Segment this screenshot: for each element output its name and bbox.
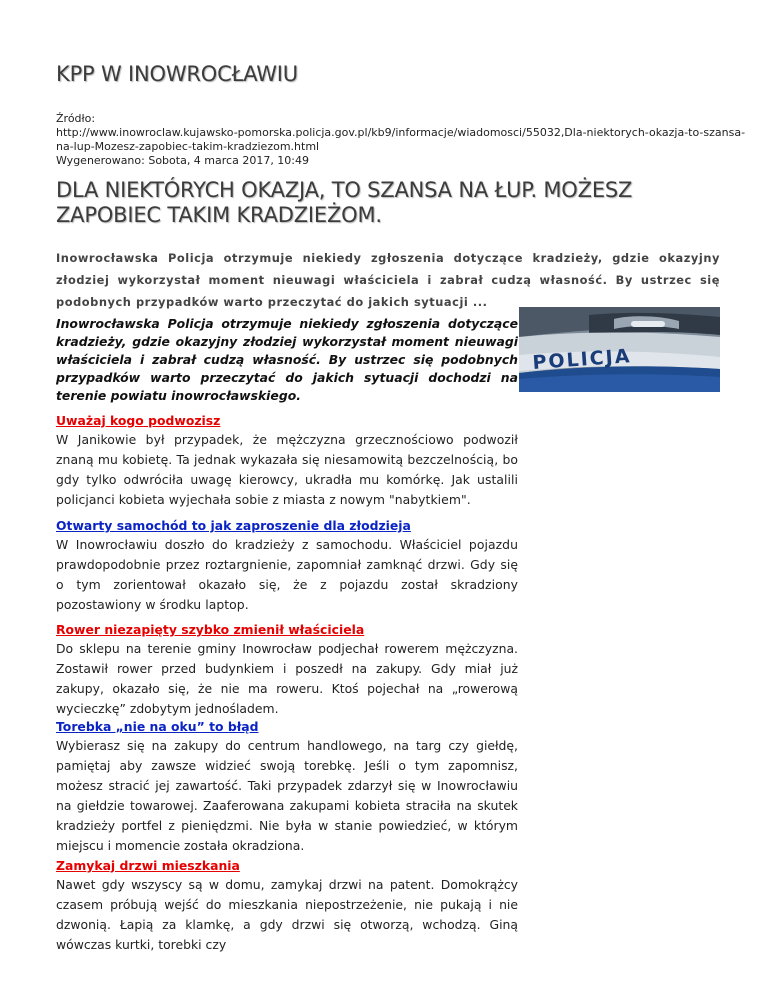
section-lock-door <box>56 857 518 955</box>
section-text-3: Do sklepu na terenie gminy Inowrocław podjechał rowerem mężczyzna. Zostawił rower przed budynkiem i poszedł na zakupy. Gdy miał już zakupy, okazało się, że nie ma roweru. Ktoś pojechał na „rowerową wycieczkę” zdobytym jednośladem. <box>56 641 518 716</box>
section-text-4: Wybierasz się na zakupy do centrum handlowego, na targ czy giełdę, pamiętaj aby zawsze widzieć swoją torebkę. Jeśli o tym zapomnisz, możesz stracić jej zawartość. Taki przypadek zdarzył się w Inowrocławiu na giełdzie towarowej. Zaaferowana zakupami kobieta straciła na skutek kradzieży portfel z pieniędzmi. Nie była w stanie powiedzieć, w którym miejscu i momencie została okradziona. <box>56 738 518 853</box>
section-text-2: W Inowrocławiu doszło do kradzieży z samochodu. Właściciel pojazdu prawdopodobnie przez roztargnienie, zapomniał zamknąć drzwi. Gdy się o tym zorientował okazało się, że z pojazdu został skradziony pozostawiony w środku laptop. <box>56 537 518 612</box>
source-url-line-2: na-lup-Mozesz-zapobiec-takim-kradziezom.html <box>56 140 320 153</box>
section-heading-1: Uważaj kogo podwozisz <box>56 413 221 428</box>
police-car-illustration <box>519 307 720 392</box>
article-intro: Inowrocławska Policja otrzymuje niekiedy zgłoszenia dotyczące kradzieży, gdzie okazyjny złodziej wykorzystał moment nieuwagi właściciela i zabrał cudzą własność. By ustrzec się podobnych przypadków warto przeczytać do jakich sytuacji dochodzi na terenie powiatu inowrocławskiego. <box>56 316 518 403</box>
section-heading-4: Torebka „nie na oku” to błąd <box>56 719 259 734</box>
section-text-1: W Janikowie był przypadek, że mężczyzna grzecznościowo podwoził znaną mu kobietę. Ta jednak wykazała się niesamowitą bezczelnością, bo gdy tylko odwróciła uwagę kierowcy, ukradła mu komórkę. Jak ustalili policjanci kobieta wyjechała sobie z miasta z nowym "nabytkiem". <box>56 432 518 507</box>
section-heading-5: Zamykaj drzwi mieszkania <box>56 858 240 873</box>
section-bicycle <box>56 621 518 719</box>
source-url-line-1: http://www.inowroclaw.kujawsko-pomorska.policja.gov.pl/kb9/informacje/wiadomosci/55032,Dla-niektorych-okazja-to-szansa- <box>56 126 746 139</box>
generated-timestamp: Wygenerowano: Sobota, 4 marca 2017, 10:49 <box>56 154 310 167</box>
section-passenger <box>56 412 518 510</box>
photo-caption-text: POLICJA <box>531 345 633 374</box>
police-car-photo <box>519 307 720 392</box>
article-lead: Inowrocławska Policja otrzymuje niekiedy zgłoszenia dotyczące kradzieży, gdzie okazyjny złodziej wykorzystał moment nieuwagi właściciela i zabrał cudzą własność. By ustrzec się podobnych przypadków warto przeczytać do jakich sytuacji ... <box>56 251 720 309</box>
article-title: DLA NIEKTÓRYCH OKAZJA, TO SZANSA NA ŁUP. MOŻESZ ZAPOBIEC TAKIM KRADZIEŻOM. <box>56 178 633 227</box>
section-heading-3: Rower niezapięty szybko zmienił właściciela <box>56 622 365 637</box>
section-heading-2: Otwarty samochód to jak zaproszenie dla złodzieja <box>56 518 411 533</box>
section-open-car <box>56 517 518 615</box>
source-meta <box>56 112 746 168</box>
section-text-5: Nawet gdy wszyscy są w domu, zamykaj drzwi na patent. Domokrążcy czasem próbują wejść do mieszkania niepostrzeżenie, nie pukają i nie dzwonią. Łapią za klamkę, a gdy drzwi się otworzą, wchodzą. Giną wówczas kurtki, torebki czy <box>56 877 518 952</box>
source-label: Źródło: <box>56 112 96 125</box>
site-title: KPP W INOWROCŁAWIU <box>56 62 298 86</box>
section-handbag <box>56 718 518 856</box>
